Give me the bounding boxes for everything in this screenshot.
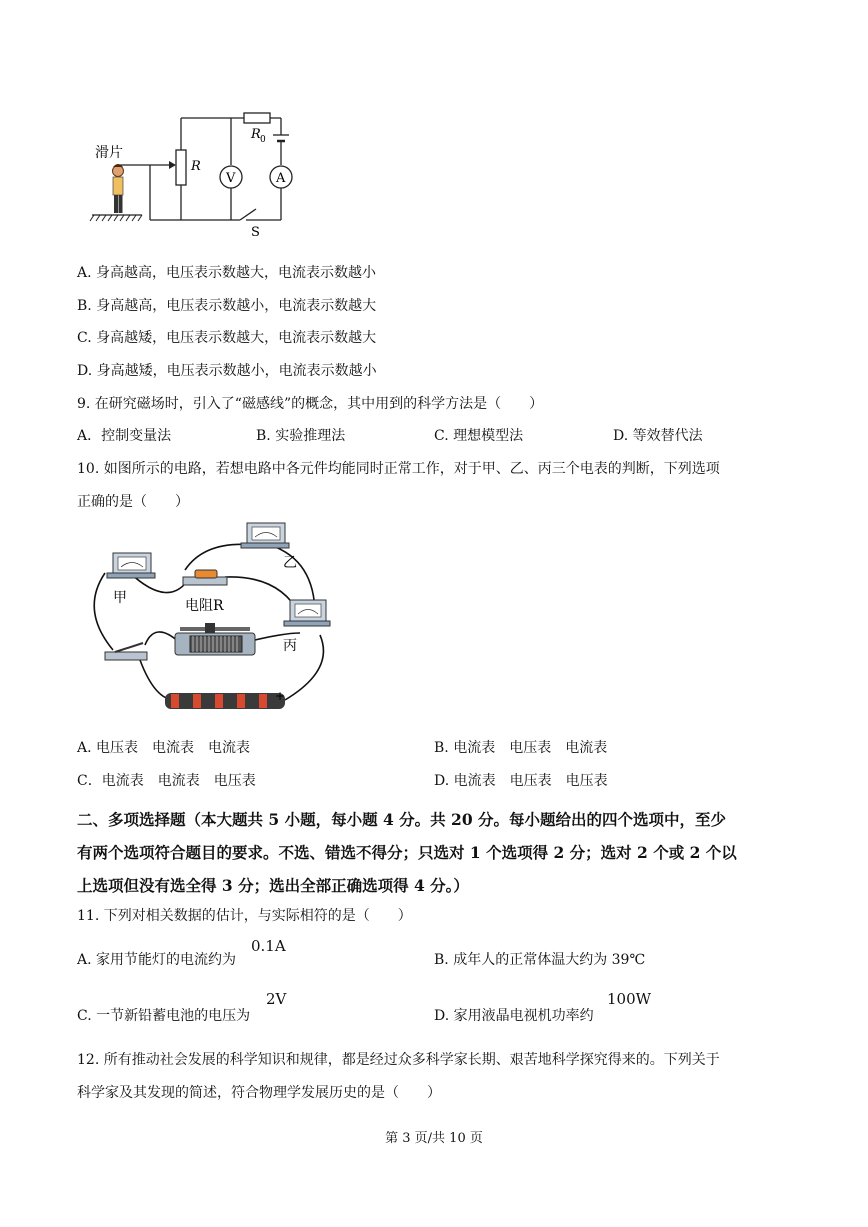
person-figure — [113, 164, 124, 213]
q11-option-c-value: 2V — [266, 990, 287, 1008]
battery-pack — [165, 693, 285, 709]
label-yi: 乙 — [283, 555, 297, 571]
label-a: A — [276, 171, 286, 186]
label-r0: R — [251, 127, 261, 142]
meter-yi — [241, 523, 289, 548]
section2-heading-line3: 上选项但没有选全得 3 分；选出全部正确选项得 4 分。） — [77, 876, 469, 895]
q12-stem-line2: 科学家及其发现的简述，符合物理学发展历史的是（ ） — [77, 1085, 441, 1101]
q11-option-d-value: 100W — [607, 990, 652, 1008]
q11-option-b: B. 成年人的正常体温大约为 39℃ — [434, 952, 646, 968]
q10-option-a: A. 电压表 电流表 电流表 — [77, 740, 251, 756]
q11-option-a: A. 家用节能灯的电流约为 — [77, 952, 237, 968]
section2-heading-line2: 有两个选项符合题目的要求。不选、错选不得分；只选对 1 个选项得 2 分；选对 2 个或 2 个以 — [77, 843, 737, 862]
section2-heading-line1: 二、多项选择题（本大题共 5 小题，每小题 4 分。共 20 分。每小题给出的四个选项中，至少 — [77, 810, 727, 829]
label-s: S — [251, 225, 260, 240]
q11-option-c: C. 一节新铅蓄电池的电压为 — [77, 1008, 251, 1024]
q9-option-c: C. 理想模型法 — [434, 428, 524, 444]
switch — [105, 643, 147, 660]
q8-option-d: D. 身高越矮，电压表示数越小，电流表示数越小 — [77, 363, 377, 379]
height-meter-circuit-diagram — [80, 105, 310, 240]
sliding-rheostat — [175, 623, 255, 655]
q8-option-a: A. 身高越高，电压表示数越大，电流表示数越小 — [77, 265, 377, 281]
label-r0-sub: 0 — [260, 135, 266, 145]
q8-option-b: B. 身高越高，电压表示数越小，电流表示数越大 — [77, 298, 377, 314]
label-v: V — [226, 171, 236, 186]
label-jia: 甲 — [113, 590, 127, 606]
q10-option-c: C．电流表 电流表 电压表 — [77, 773, 256, 789]
label-bing: 丙 — [283, 638, 297, 654]
meter-bing — [284, 600, 330, 626]
label-r: R — [191, 159, 201, 174]
q9-option-a: A．控制变量法 — [77, 428, 172, 444]
rheostat-r — [176, 150, 186, 185]
page-number-footer: 第 3 页/共 10 页 — [385, 1131, 483, 1146]
q11-stem: 11. 下列对相关数据的估计，与实际相符的是（ ） — [77, 908, 412, 924]
label-plus: + — [275, 689, 286, 703]
q9-option-b: B. 实验推理法 — [256, 428, 346, 444]
q8-option-c: C. 身高越矮，电压表示数越大，电流表示数越大 — [77, 330, 377, 346]
q9-stem: 9. 在研究磁场时，引入了“磁感线”的概念，其中用到的科学方法是（ ） — [77, 396, 544, 412]
label-slider: 滑片 — [95, 145, 123, 161]
q10-stem-line1: 10. 如图所示的电路，若想电路中各元件均能同时正常工作，对于甲、乙、丙三个电表的判断，下列选项 — [77, 461, 720, 477]
meter-jia — [107, 553, 155, 578]
q10-option-d: D. 电流表 电压表 电压表 — [434, 773, 608, 789]
q12-stem-line1: 12. 所有推动社会发展的科学知识和规律，都是经过众多科学家长期、艰苦地科学探究得来的。下列关于 — [77, 1052, 720, 1068]
q10-physical-circuit-diagram — [85, 515, 345, 715]
q11-option-a-value: 0.1A — [251, 937, 286, 955]
resistor-r0 — [244, 113, 270, 123]
label-resistor: 电阻R — [185, 598, 224, 614]
q10-option-b: B. 电流表 电压表 电流表 — [434, 740, 608, 756]
q9-option-d: D. 等效替代法 — [613, 428, 703, 444]
q10-stem-line2: 正确的是（ ） — [77, 494, 189, 510]
q11-option-d: D. 家用液晶电视机功率约 — [434, 1008, 594, 1024]
resistor-r — [183, 570, 227, 585]
